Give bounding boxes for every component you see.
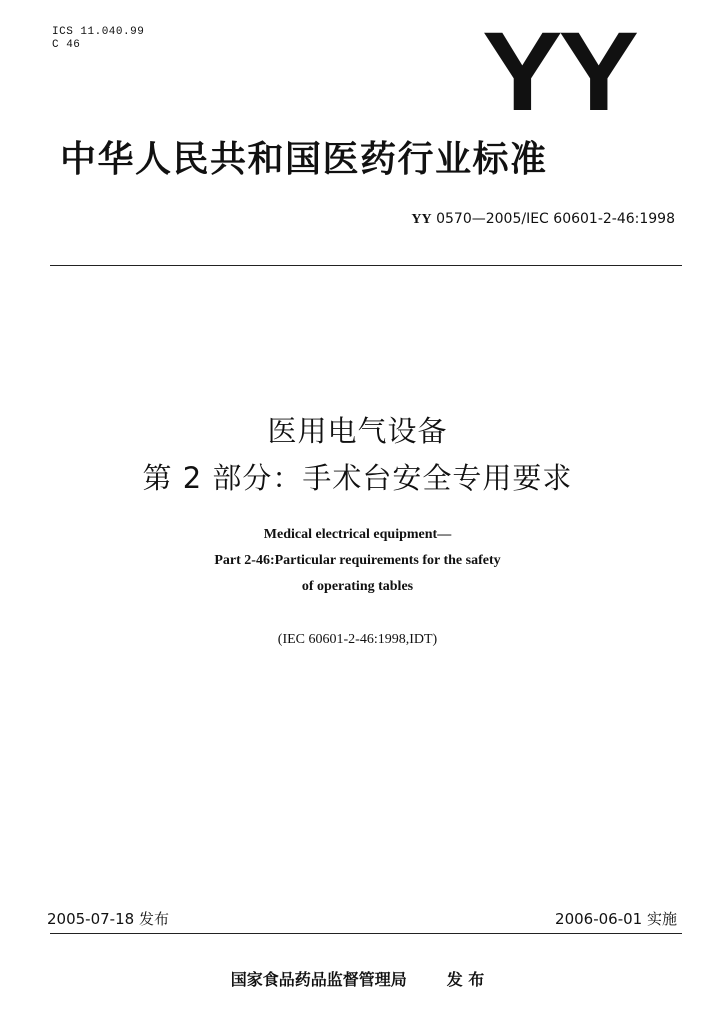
footer-divider: [50, 933, 682, 934]
organization-title: 中华人民共和国医药行业标准: [60, 139, 548, 180]
implementation-date: 2006-06-01 实施: [555, 910, 677, 928]
header-divider: [50, 265, 682, 266]
chinese-title-line1: 医用电气设备: [267, 414, 448, 448]
classification-codes: [52, 26, 144, 52]
issue-date: 2005-07-18 发布: [47, 910, 169, 928]
yy-logo: YY: [482, 9, 635, 134]
issuer-action: 发 布: [446, 970, 485, 989]
english-title-line1: Medical electrical equipment—: [263, 527, 452, 542]
chinese-title-line2: 第 2 部分：手术台安全专用要求: [142, 461, 573, 495]
equivalence-note: (IEC 60601-2-46:1998,IDT): [277, 632, 438, 647]
issuer-name: 国家食品药品监督管理局: [230, 970, 407, 989]
ics-code: ICS 11.040.99: [52, 26, 145, 38]
english-title-line2: Part 2-46:Particular requirements for the safety: [214, 553, 501, 568]
english-title-line3: of operating tables: [301, 579, 414, 594]
standard-prefix: YY: [411, 212, 432, 227]
issuer-line: [0, 969, 715, 991]
standard-body: 0570—2005/IEC 60601-2-46:1998: [436, 211, 675, 227]
ccs-code: C 46: [52, 39, 81, 51]
standard-number: [411, 210, 675, 229]
